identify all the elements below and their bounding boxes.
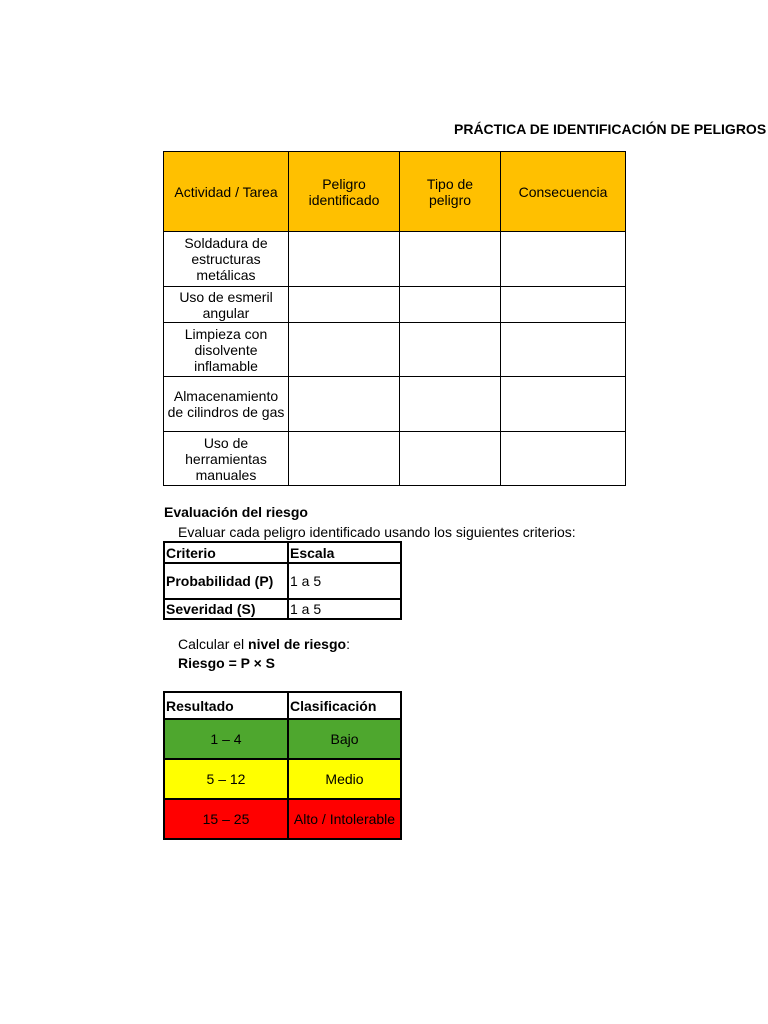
page-title: PRÁCTICA DE IDENTIFICACIÓN DE PELIGROS [454, 121, 767, 137]
hazard-type-cell[interactable] [400, 432, 501, 486]
hazard-identification-table [163, 151, 626, 486]
hazard-type-cell[interactable] [400, 232, 501, 287]
table-row [164, 323, 626, 377]
criteria-table [163, 541, 402, 620]
table-row [164, 759, 401, 799]
calculation-suffix: : [346, 636, 350, 652]
activity-cell: Limpieza con disolvente inflamable [164, 323, 289, 377]
consequence-cell[interactable] [501, 232, 626, 287]
hazard-type-cell[interactable] [400, 287, 501, 323]
range-cell-high: 15 – 25 [164, 799, 288, 839]
scale-cell: 1 a 5 [288, 599, 401, 619]
table-row [164, 232, 626, 287]
calculation-emphasis: nivel de riesgo [248, 636, 347, 652]
column-header-activity: Actividad / Tarea [164, 152, 289, 232]
activity-cell: Almacenamiento de cilindros de gas [164, 377, 289, 432]
label-cell-high: Alto / Intolerable [288, 799, 401, 839]
column-header-hazard-type: Tipo de peligro [400, 152, 501, 232]
criterion-cell: Severidad (S) [164, 599, 288, 619]
evaluation-instruction: Evaluar cada peligro identificado usando los siguientes criterios: [178, 524, 576, 540]
hazard-cell[interactable] [289, 232, 400, 287]
hazard-type-cell[interactable] [400, 377, 501, 432]
hazard-cell[interactable] [289, 287, 400, 323]
activity-cell: Uso de herramientas manuales [164, 432, 289, 486]
column-header-hazard: Peligro identificado [289, 152, 400, 232]
risk-formula: Riesgo = P × S [178, 655, 276, 671]
risk-classification-table [163, 691, 402, 840]
activity-cell: Uso de esmeril angular [164, 287, 289, 323]
consequence-cell[interactable] [501, 432, 626, 486]
scale-cell: 1 a 5 [288, 563, 401, 599]
table-header-row [164, 542, 401, 563]
label-cell-low: Bajo [288, 719, 401, 759]
consequence-cell[interactable] [501, 323, 626, 377]
evaluation-heading: Evaluación del riesgo [164, 504, 308, 520]
column-header-result: Resultado [164, 692, 288, 719]
table-row [164, 563, 401, 599]
column-header-criterion: Criterio [164, 542, 288, 563]
column-header-consequence: Consecuencia [501, 152, 626, 232]
range-cell-low: 1 – 4 [164, 719, 288, 759]
table-row [164, 287, 626, 323]
label-cell-medium: Medio [288, 759, 401, 799]
criterion-cell: Probabilidad (P) [164, 563, 288, 599]
hazard-type-cell[interactable] [400, 323, 501, 377]
table-row [164, 799, 401, 839]
range-cell-medium: 5 – 12 [164, 759, 288, 799]
consequence-cell[interactable] [501, 287, 626, 323]
table-row [164, 432, 626, 486]
table-row [164, 599, 401, 619]
table-header-row [164, 152, 626, 232]
consequence-cell[interactable] [501, 377, 626, 432]
hazard-cell[interactable] [289, 432, 400, 486]
column-header-classification: Clasificación [288, 692, 401, 719]
activity-cell: Soldadura de estructuras metálicas [164, 232, 289, 287]
hazard-cell[interactable] [289, 323, 400, 377]
hazard-cell[interactable] [289, 377, 400, 432]
table-row [164, 719, 401, 759]
calculation-instruction [178, 636, 350, 653]
table-row [164, 377, 626, 432]
column-header-scale: Escala [288, 542, 401, 563]
table-header-row [164, 692, 401, 719]
calculation-prefix: Calcular el [178, 636, 249, 652]
